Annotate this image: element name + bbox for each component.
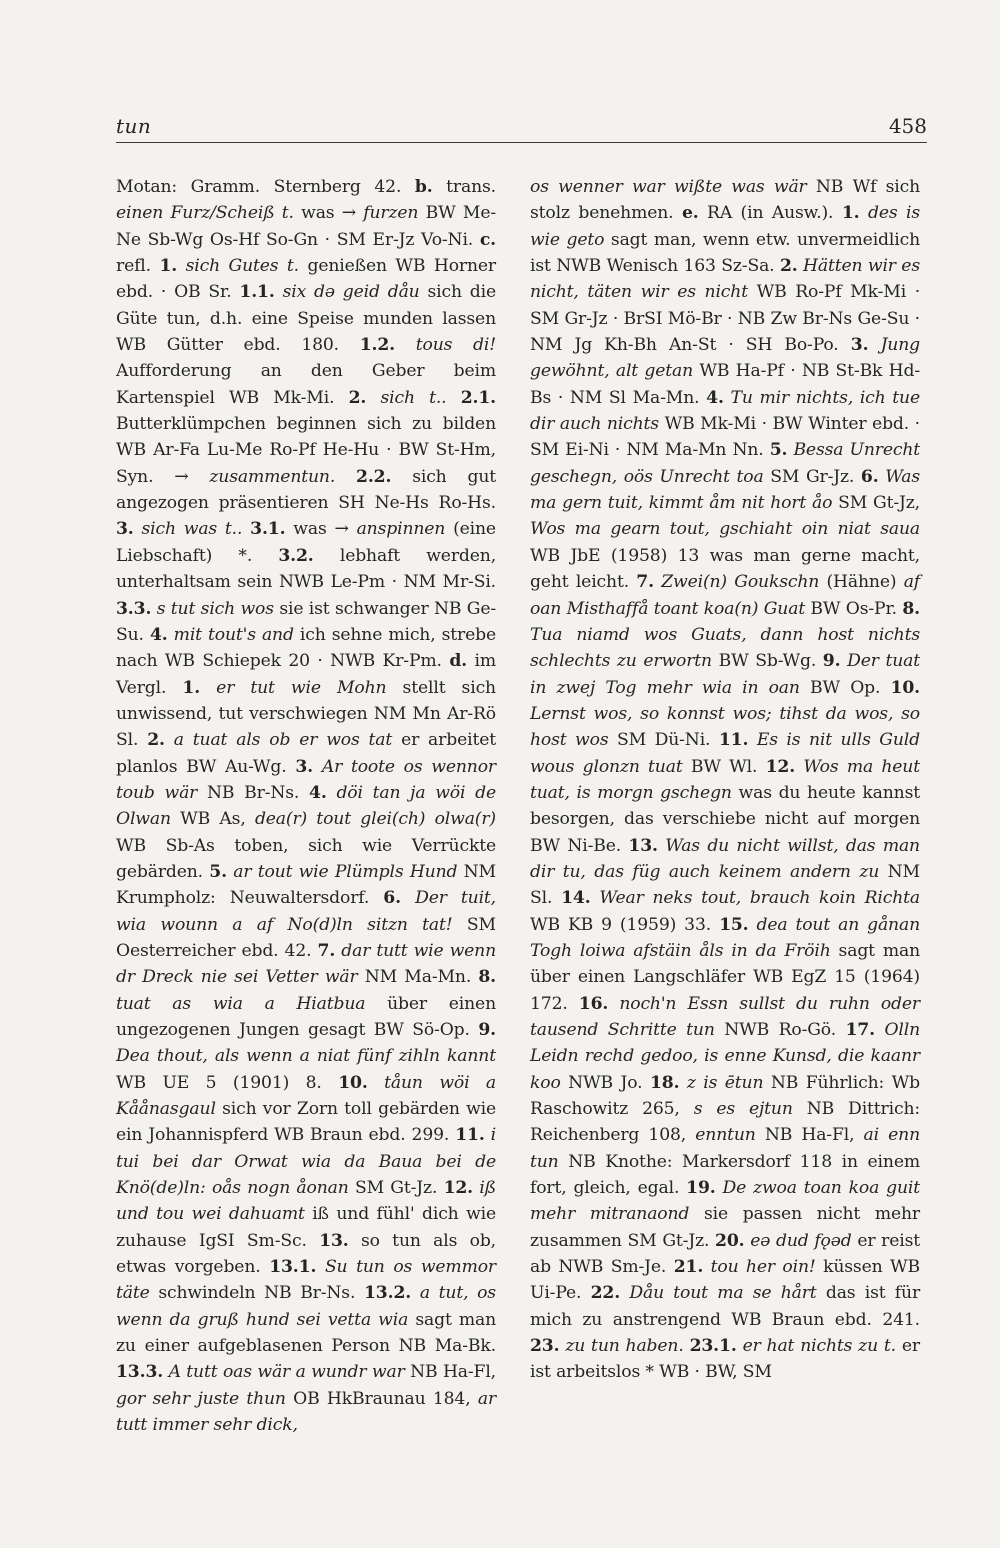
text-segment: RA (in Ausw.). <box>698 203 842 224</box>
text-segment: so tun als ob, etwas vorgeben. <box>116 1230 496 1278</box>
italic-segment: Wear neks tout, brauch koin Richta <box>599 888 920 909</box>
text-segment: Aufforderung an den Geber beim Kartenspiel WB Mk-Mi. <box>116 361 496 408</box>
sense-number: 1. <box>841 203 860 224</box>
text-segment: NB Wf sich stolz benehmen. <box>530 177 920 224</box>
sense-number: 3. <box>295 756 314 777</box>
italic-segment: sich Gutes t. <box>185 256 299 277</box>
text-segment: iß und fühl' dich wie zuhause IgSI Sm-Sc. <box>116 1204 496 1251</box>
italic-segment: tuat as wia a Hiatbua <box>116 993 366 1014</box>
italic-segment: gor sehr juste thun <box>116 1388 286 1409</box>
right-column-text <box>530 174 920 1386</box>
text-segment: sagt man über einen Langschläfer WB EgZ 15 (1964) 172. <box>530 940 920 1014</box>
italic-segment: De zwoa toan koa guit mehr mitranaond <box>530 1178 920 1225</box>
text-segment: NB Ha-Fl, <box>755 1125 864 1146</box>
text-segment: er arbeitet planlos BW Au-Wg. <box>116 730 496 777</box>
text-segment: im Vergl. <box>116 651 496 698</box>
sense-number: d. <box>449 651 468 672</box>
sense-number: e. <box>681 203 699 224</box>
italic-segment: six də geid dåu <box>282 282 420 303</box>
running-headword: tun <box>116 114 152 138</box>
text-segment: WB Ro-Pf Mk-Mi · SM Gr-Jz · BrSI Mö-Br · NB Zw Br-Ns Ge-Su · NM Jg Kh-Bh An-St · SH Bo-Po. <box>530 282 921 356</box>
sense-number: 22. <box>590 1283 621 1304</box>
sense-number: 23. <box>530 1336 560 1357</box>
text-segment: trans. <box>432 177 496 197</box>
text-segment: BW Wl. <box>682 756 766 777</box>
text-segment: über einen ungezogenen Jungen gesagt BW Sö-Op. <box>116 993 496 1040</box>
italic-segment: noch'n Essn sullst du ruhn oder tausend Schritte tun <box>530 993 920 1040</box>
text-segment: refl. <box>116 256 160 277</box>
text-segment <box>200 678 216 698</box>
italic-segment: Tu mir nichts, ich tue dir auch nichts <box>530 387 920 435</box>
right-column <box>530 174 920 1386</box>
sense-number: 11. <box>455 1125 485 1146</box>
italic-segment: a tut, os wenn da gruß hund sei vetta wia <box>116 1283 496 1330</box>
italic-segment: Ar toote os wennor toub wär <box>116 756 496 803</box>
sense-number: 2. <box>779 256 798 277</box>
italic-segment: i tui bei dar Orwat wia da Baua bei de Knö(de)ln: oås nogn åonan <box>116 1125 496 1199</box>
text-segment <box>724 388 731 408</box>
text-segment: sie ist schwanger NB Ge-Su. <box>116 598 496 645</box>
text-segment: SM Gr-Jz. <box>763 466 861 487</box>
text-segment <box>703 1257 710 1277</box>
italic-segment: s tut sich wos <box>156 598 274 619</box>
text-segment: stellt sich unwissend, tut verschwiegen NM Mn Ar-Rö Sl. <box>116 677 496 751</box>
italic-segment: dea tout an gånan Togh loiwa afstäin åls in da Fröih <box>530 914 920 961</box>
text-segment: NWB Jo. <box>560 1072 650 1093</box>
text-segment: er reist ab NWB Sm-Je. <box>530 1230 921 1278</box>
text-segment: sich vor Zorn toll gebärden wie ein Johannispferd WB Braun ebd. 299. <box>116 1099 496 1146</box>
italic-segment: des is wie geto <box>530 203 920 250</box>
text-segment: WB Ha-Pf · NB St-Bk Hd-Bs · NM Sl Ma-Mn. <box>530 361 920 408</box>
text-segment: NWB Ro-Gö. <box>714 1020 846 1040</box>
sense-number: 19. <box>686 1178 716 1199</box>
text-segment <box>620 1283 629 1303</box>
italic-segment: einen Furz/Scheiß t. <box>116 203 294 224</box>
italic-segment: eə dud fǫəd <box>750 1230 852 1251</box>
italic-segment: zu tun haben. <box>565 1336 684 1357</box>
sense-number: 13. <box>319 1230 349 1251</box>
italic-segment: dea(r) tout glei(ch) olwa(r) <box>254 809 496 830</box>
text-segment <box>679 1073 686 1093</box>
sense-number: 7. <box>317 940 336 961</box>
text-segment: er ist arbeitslos * WB · BW, SM <box>530 1336 920 1383</box>
italic-segment: Bessa Unrecht geschegn, oös Unrecht toa <box>530 440 920 487</box>
text-segment: SM Dü-Ni. <box>608 730 719 751</box>
text-segment: sich die Güte tun, d.h. eine Speise munden lassen WB Gütter ebd. 180. <box>116 282 496 356</box>
sense-number: 8. <box>478 967 496 988</box>
sense-number: 2.2. <box>356 466 392 487</box>
text-segment <box>875 1020 884 1040</box>
text-segment: sagt man, wenn etw. unvermeidlich ist NWB Wenisch 163 Sz-Sa. <box>530 229 920 277</box>
text-segment: schwindeln NB Br-Ns. <box>149 1283 364 1304</box>
sense-number: 13.2. <box>364 1283 412 1304</box>
text-segment: BW Op. <box>799 677 891 698</box>
text-segment: das ist für mich zu anstrengend WB Braun ebd. 241. <box>530 1283 921 1330</box>
italic-segment: Dea thout, als wenn a niat fünf zihln kannt <box>116 1046 496 1067</box>
left-column-text <box>116 174 496 1439</box>
sense-number: 10. <box>890 677 920 698</box>
italic-segment: Jung gewöhnt, alt getan <box>530 335 920 382</box>
sense-number: 4. <box>309 782 327 803</box>
italic-segment: a tuat als ob er wos tat <box>173 730 393 751</box>
text-segment: WB UE 5 (1901) 8. <box>116 1072 339 1093</box>
sense-number: 1.1. <box>239 282 275 303</box>
sense-number: 15. <box>719 914 749 935</box>
italic-segment: furzen <box>363 203 419 224</box>
text-segment: Motan: Gramm. Sternberg 42. <box>116 177 415 197</box>
text-segment: lebhaft werden, unterhaltsam sein NWB Le-Pm · NM Mr-Si. <box>116 545 497 593</box>
text-segment: BW Sb-Wg. <box>711 651 823 672</box>
text-segment: was → <box>285 519 357 540</box>
text-segment: BW Me-Ne Sb-Wg Os-Hf So-Gn · SM Er-Jz Vo-Ni. <box>116 203 496 250</box>
text-segment <box>313 757 322 777</box>
sense-number: 23.1. <box>689 1336 737 1357</box>
sense-number: 8. <box>902 598 920 619</box>
sense-number: 3.3. <box>116 598 152 619</box>
sense-number: 17. <box>845 1020 875 1040</box>
sense-number: 4. <box>149 624 168 645</box>
sense-number: 6. <box>383 888 401 909</box>
italic-segment: sich t.. <box>380 387 447 408</box>
text-segment <box>749 915 757 935</box>
text-segment <box>716 1178 723 1198</box>
sense-number: 16. <box>578 993 609 1014</box>
sense-number: 13. <box>628 835 658 856</box>
running-header <box>116 110 927 143</box>
italic-segment: z is ētun <box>686 1072 764 1093</box>
text-segment <box>411 1283 420 1303</box>
text-segment <box>860 203 868 223</box>
text-segment: OB HkBraunau 184, <box>285 1388 478 1409</box>
sense-number: 1. <box>159 256 178 277</box>
italic-segment: Der tuat in zwej Tog mehr wia in oan <box>530 651 920 698</box>
sense-number: 9. <box>478 1020 496 1040</box>
italic-segment: tou her oin! <box>710 1257 816 1278</box>
sense-number: 13.3. <box>116 1362 164 1383</box>
italic-segment: Zwei(n) Goukschn <box>661 572 820 593</box>
text-segment <box>608 994 619 1014</box>
text-segment: WB Mk-Mi · BW Winter ebd. · SM Ei-Ni · NM Ma-Mn Nn. <box>530 414 920 461</box>
text-segment <box>275 282 283 302</box>
text-segment <box>446 388 460 408</box>
text-segment: was du heute kannst besorgen, das verschiebe nicht auf morgen BW Ni-Be. <box>530 782 920 856</box>
italic-segment: sich was t.. <box>141 519 243 540</box>
italic-segment: af oan Misthaffå toant koa(n) Guat <box>530 572 920 619</box>
text-segment: NB Knothe: Markersdorf 118 in einem fort, gleich, egal. <box>530 1151 920 1199</box>
sense-number: 21. <box>673 1257 704 1278</box>
text-segment: NB Führlich: Wb Raschowitz 265, <box>530 1072 920 1120</box>
text-segment <box>366 388 380 408</box>
sense-number: 11. <box>718 730 749 751</box>
text-segment <box>395 335 416 355</box>
sense-number: 13.1. <box>269 1257 317 1278</box>
italic-segment: döi tan ja wöi de Olwan <box>116 782 496 830</box>
sense-number: 18. <box>649 1072 680 1093</box>
text-segment <box>242 519 250 539</box>
sense-number: 14. <box>561 888 591 909</box>
italic-segment: ar tout wie Plümpls Hund <box>233 861 458 882</box>
sense-number: b. <box>414 177 433 197</box>
italic-segment: ai enn tun <box>530 1125 920 1172</box>
text-segment: ich sehne mich, strebe nach WB Schiepek 20 · NWB Kr-Pm. <box>116 624 496 672</box>
sense-number: 2. <box>147 730 165 751</box>
sense-number: 5. <box>209 861 227 882</box>
italic-segment: tåun wöi a Kåånasgaul <box>116 1072 496 1120</box>
sense-number: 3.2. <box>278 545 314 566</box>
italic-segment: s es ejtun <box>693 1099 793 1120</box>
text-segment: SM Oesterreicher ebd. 42. <box>116 914 497 961</box>
sense-number: 7. <box>636 572 654 593</box>
text-segment: NM Sl. <box>530 861 921 909</box>
italic-segment: Wos ma heut tuat, is morgn gschegn <box>530 756 920 803</box>
text-segment: genießen WB Horner ebd. · OB Sr. <box>116 256 496 303</box>
text-segment: küssen WB Ui-Pe. <box>530 1257 920 1304</box>
sense-number: 4. <box>706 387 724 408</box>
text-segment: NB Br-Ns. <box>197 782 310 803</box>
text-segment: SM Gt-Jz, <box>832 493 920 514</box>
italic-segment: tous di! <box>415 335 496 356</box>
text-segment <box>748 730 757 750</box>
italic-segment: Lernst wos, so konnst wos; tihst da wos, so host wos <box>530 703 920 751</box>
sense-number: 9. <box>822 651 841 672</box>
text-segment: NM Krumpholz: Neuwaltersdorf. <box>116 861 496 909</box>
text-segment: sich gut angezogen präsentieren SH Ne-Hs Ro-Hs. <box>116 466 496 514</box>
italic-segment: os wenner war wißte was wär <box>530 177 807 197</box>
italic-segment: enntun <box>695 1125 756 1146</box>
italic-segment: A tutt oas wär a wundr war <box>168 1362 405 1383</box>
italic-segment: Hätten wir es nicht, täten wir es nicht <box>530 256 920 303</box>
text-segment <box>165 730 174 750</box>
left-column <box>116 174 496 1439</box>
sense-number: 10. <box>338 1072 368 1093</box>
sense-number: 12. <box>443 1178 474 1199</box>
sense-number: 3. <box>116 519 134 540</box>
sense-number: c. <box>479 229 496 250</box>
sense-number: 2.1. <box>460 387 496 408</box>
text-segment: sie passen nicht mehr zusammen SM Gt-Jz. <box>530 1204 920 1251</box>
text-segment <box>368 1073 384 1093</box>
text-segment: WB As, <box>170 809 255 830</box>
italic-segment: anspinnen <box>356 519 446 540</box>
sense-number: 20. <box>715 1230 745 1251</box>
text-segment: Butterklümpchen beginnen sich zu bilden WB Ar-Fa Lu-Me Ro-Pf He-Hu · BW St-Hm, Syn. → <box>116 414 496 487</box>
text-segment: WB KB 9 (1959) 33. <box>530 914 720 935</box>
italic-segment: Olln Leidn rechd gedoo, is enne Kunsd, die kaanr koo <box>530 1020 920 1093</box>
text-segment: WB JbE (1958) 13 was man gerne macht, geht leicht. <box>530 545 920 593</box>
text-segment: (eine Liebschaft) *. <box>116 519 496 566</box>
italic-segment: iß und tou wei dahuamt <box>116 1178 496 1225</box>
text-segment <box>868 335 880 355</box>
text-segment: BW Os-Pr. <box>805 598 903 619</box>
italic-segment: Der tuit, wia wounn a af No(d)ln sitzn tat! <box>116 888 496 935</box>
italic-segment: ar tutt immer sehr dick, <box>116 1388 497 1436</box>
italic-segment: Su tun os wemmor täte <box>116 1257 496 1304</box>
italic-segment: zusammentun. <box>209 466 336 487</box>
sense-number: 1. <box>182 677 201 698</box>
italic-segment: er tut wie Mohn <box>216 677 387 698</box>
sense-number: 5. <box>769 440 788 461</box>
italic-segment: Es is nit ulls Guld wous glonzn tuat <box>530 730 920 777</box>
sense-number: 12. <box>765 756 796 777</box>
text-segment <box>134 519 142 539</box>
text-segment <box>401 888 415 908</box>
text-segment: was → <box>293 203 364 224</box>
text-segment <box>177 256 185 276</box>
text-segment: (Hähne) <box>819 572 904 593</box>
text-segment: WB Sb-As toben, sich wie Verrückte gebärden. <box>116 835 496 882</box>
italic-segment: mit tout's and <box>173 624 294 645</box>
sense-number: 6. <box>860 466 879 487</box>
text-segment: sagt man zu einer aufgeblasenen Person NB Ma-Bk. <box>116 1309 496 1357</box>
text-segment: NB Ha-Fl, <box>404 1362 496 1383</box>
sense-number: 2. <box>348 387 367 408</box>
italic-segment: Dåu tout ma se hårt <box>629 1283 817 1304</box>
text-segment: NB Dittrich: Reichenberg 108, <box>530 1099 920 1146</box>
page-number: 458 <box>888 114 927 138</box>
italic-segment: Was ma gern tuit, kimmt åm nit hort åo <box>530 466 920 514</box>
sense-number: 3. <box>850 335 869 356</box>
text-segment <box>335 467 356 487</box>
italic-segment: Tua niamd wos Guats, dann host nichts schlechts zu erwortn <box>530 624 920 672</box>
sense-number: 3.1. <box>250 519 286 540</box>
text-segment <box>316 1257 325 1277</box>
italic-segment: Was du nicht willst, das man dir tu, das füg auch keinem andern zu <box>530 835 920 882</box>
text-segment: NM Ma-Mn. <box>357 967 479 988</box>
sense-number: 1.2. <box>359 335 396 356</box>
text-segment <box>327 783 337 803</box>
text-segment: SM Gt-Jz. <box>348 1178 444 1199</box>
italic-segment: Wos ma gearn tout, gschiaht oin niat saua <box>530 519 920 540</box>
italic-segment: dar tutt wie wenn dr Dreck nie sei Vetter wär <box>116 940 496 988</box>
italic-segment: er hat nichts zu t. <box>742 1336 896 1357</box>
